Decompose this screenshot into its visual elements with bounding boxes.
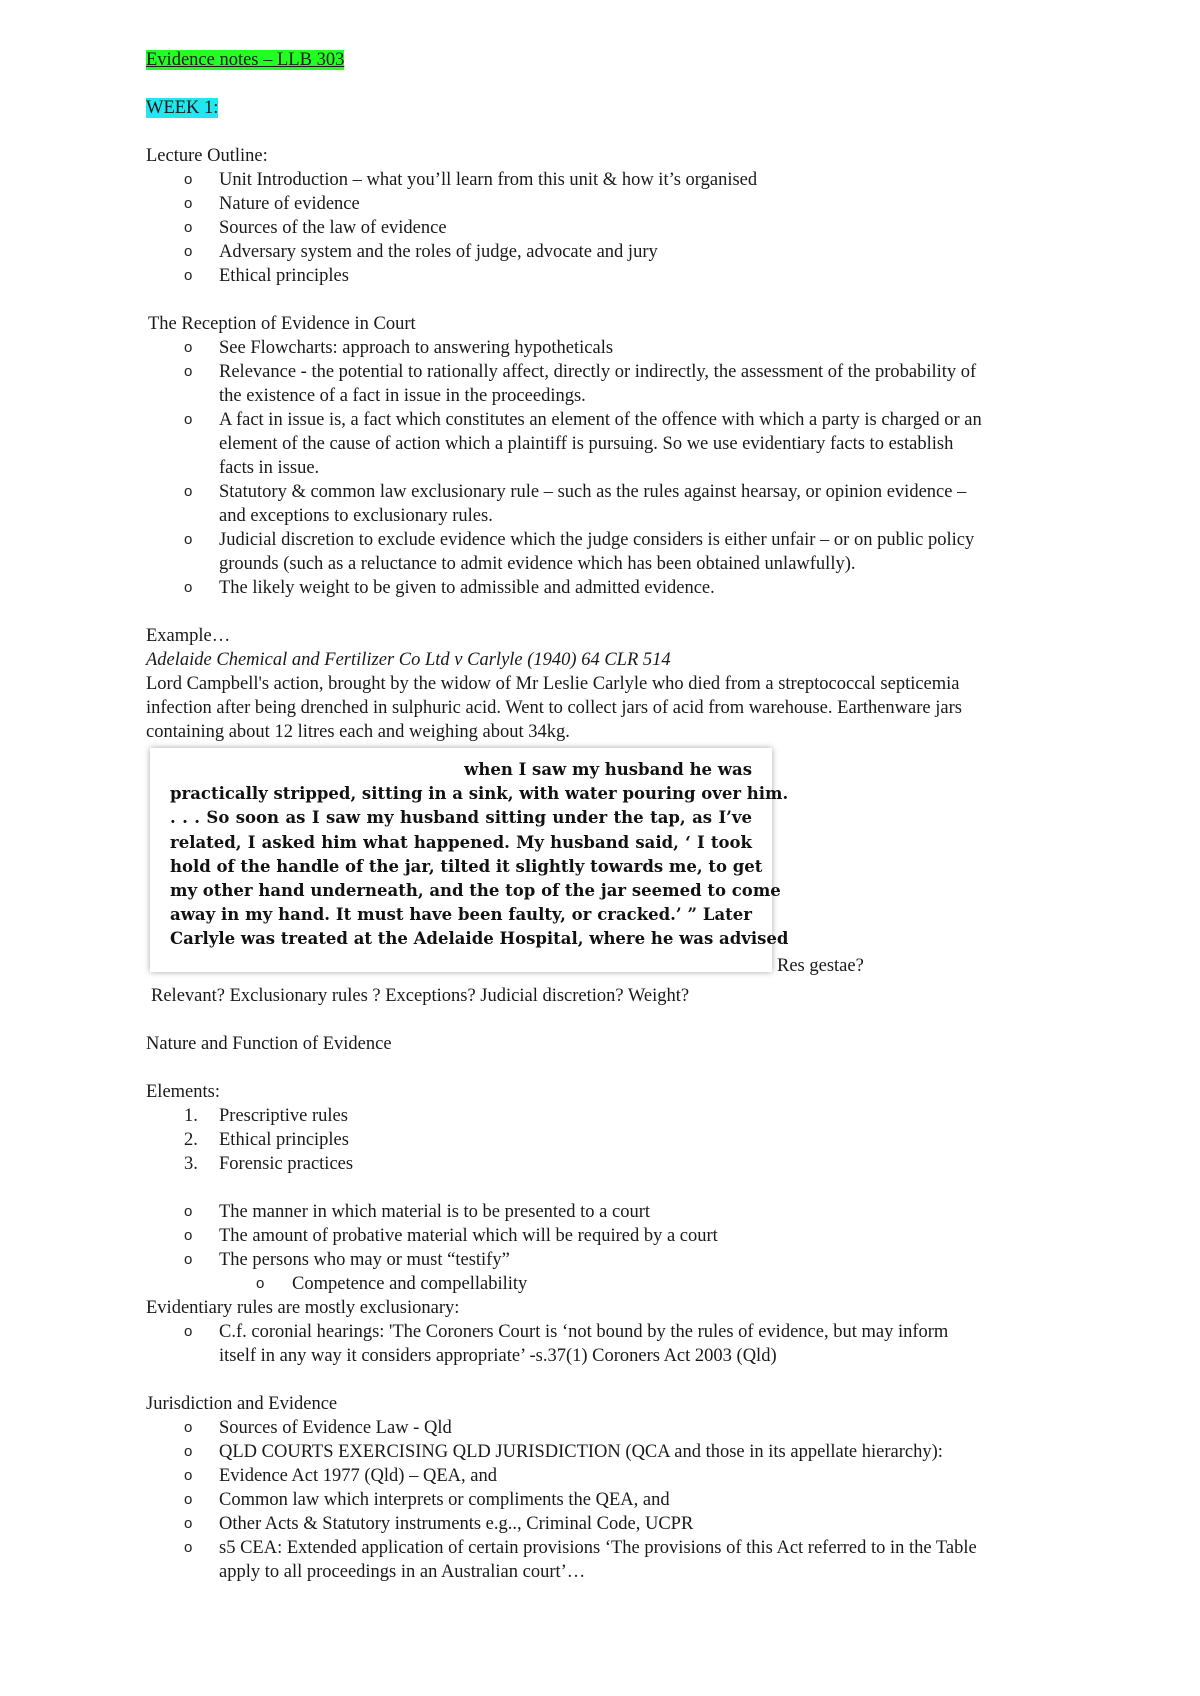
bullet-marker: o (184, 1323, 193, 1340)
bullet-marker: o (184, 363, 193, 380)
list-item: o The persons who may or must “testify” (184, 1250, 510, 1270)
case-excerpt-image: when I saw my husband he was practically stripped, sitting in a sink, with water pouring over him. . . . So soon as I saw my husband sitting under the tap, as I’ve related, I asked him what happened. My husband said, ‘ I took hold of the handle of the jar, tilted it slightly towards me, to get my other hand underneath, and the top of the jar seemed to come away in my hand. It must have been faulty, or cracked.’ ” Later Carlyle was treated at the Adelaide Hospital, where he was advised (150, 748, 772, 972)
nature-list (146, 1200, 1066, 1272)
bullet-marker: o (184, 1443, 193, 1460)
list-item: o Unit Introduction – what you’ll learn from this unit & how it’s organised (184, 170, 758, 190)
week-heading: WEEK 1: (146, 98, 219, 118)
bullet-marker: o (184, 411, 193, 428)
list-item: o Evidence Act 1977 (Qld) – QEA, and (184, 1466, 497, 1486)
res-gestae-note: Res gestae? (777, 956, 864, 976)
bullet-marker: o (184, 1467, 193, 1484)
list-item: 2. Ethical principles (184, 1130, 349, 1150)
bullet-marker: o (184, 267, 193, 284)
example-body-line: Lord Campbell's action, brought by the widow of Mr Leslie Carlyle who died from a streptococcal septicemia (146, 674, 960, 694)
bullet-marker: o (184, 531, 193, 548)
jurisdiction-list (146, 1416, 1066, 1584)
bullet-marker: o (256, 1275, 265, 1292)
bullet-marker: o (184, 1515, 193, 1532)
elements-label: Elements: (146, 1082, 220, 1102)
list-item: o Common law which interprets or compliments the QEA, and (184, 1490, 670, 1510)
document-body (146, 48, 1066, 1584)
list-item: 3. Forensic practices (184, 1154, 354, 1174)
list-item: o s5 CEA: Extended application of certain provisions ‘The provisions of this Act referred to in the Table apply to all proceedings in an Australian court’… (184, 1538, 977, 1582)
list-item: o QLD COURTS EXERCISING QLD JURISDICTION (QCA and those in its appellate hierarchy): (184, 1442, 943, 1462)
bullet-marker: o (184, 1227, 193, 1244)
list-item: o The manner in which material is to be presented to a court (184, 1202, 651, 1222)
nature-heading: Nature and Function of Evidence (146, 1034, 392, 1054)
bullet-marker: o (184, 483, 193, 500)
reception-list (146, 336, 1066, 600)
list-item: o Ethical principles (184, 266, 349, 286)
list-item: o The amount of probative material which will be required by a court (184, 1226, 718, 1246)
list-item: o A fact in issue is, a fact which constitutes an element of the offence with which a party is charged or an element of the cause of action which a plaintiff is pursuing. So we use evidentiary facts to establish facts in issue. (184, 410, 982, 478)
lecture-outline-list (146, 168, 1066, 288)
case-citation: Adelaide Chemical and Fertilizer Co Ltd v Carlyle (1940) 64 CLR 514 (146, 650, 671, 670)
list-item: o The likely weight to be given to admissible and admitted evidence. (184, 578, 715, 598)
excerpt-row (146, 744, 1066, 984)
reception-heading: The Reception of Evidence in Court (148, 314, 416, 334)
lecture-outline-heading: Lecture Outline: (146, 146, 268, 166)
bullet-marker: o (184, 1539, 193, 1556)
bullet-marker: o (184, 171, 193, 188)
bullet-marker: o (184, 219, 193, 236)
bullet-marker: o (184, 1203, 193, 1220)
bullet-marker: o (184, 1419, 193, 1436)
list-item: o Relevance - the potential to rationally affect, directly or indirectly, the assessment of the probability of the existence of a fact in issue in the proceedings. (184, 362, 977, 406)
bullet-marker: o (184, 1251, 193, 1268)
list-item: o Sources of Evidence Law - Qld (184, 1418, 452, 1438)
list-item: o See Flowcharts: approach to answering hypotheticals (184, 338, 614, 358)
bullet-marker: o (184, 243, 193, 260)
bullet-marker: o (184, 1491, 193, 1508)
example-label: Example… (146, 626, 231, 646)
bullet-marker: o (184, 195, 193, 212)
list-item: o Sources of the law of evidence (184, 218, 447, 238)
list-item: o Statutory & common law exclusionary rule – such as the rules against hearsay, or opinion evidence – and exceptions to exclusionary rules. (184, 482, 967, 526)
list-item: o Adversary system and the roles of judge, advocate and jury (184, 242, 658, 262)
coronial-list (146, 1320, 1066, 1368)
example-body-line: infection after being drenched in sulphuric acid. Went to collect jars of acid from warehouse. Earthenware jars (146, 698, 962, 718)
bullet-marker: o (184, 579, 193, 596)
list-item: o Judicial discretion to exclude evidence which the judge considers is either unfair – or on public policy grounds (such as a reluctance to admit evidence which has been obtained unlawfully). (184, 530, 975, 574)
list-item: o Nature of evidence (184, 194, 360, 214)
jurisdiction-heading: Jurisdiction and Evidence (146, 1394, 338, 1414)
document-title: Evidence notes – LLB 303 (146, 50, 345, 70)
elements-list (146, 1104, 1066, 1176)
list-item: o C.f. coronial hearings: 'The Coroners Court is ‘not bound by the rules of evidence, but may inform itself in any way it considers appropriate’ -s.37(1) Coroners Act 2003 (Qld) (184, 1322, 949, 1366)
list-item: o Other Acts & Statutory instruments e.g.., Criminal Code, UCPR (184, 1514, 694, 1534)
example-questions: Relevant? Exclusionary rules ? Exceptions? Judicial discretion? Weight? (151, 986, 690, 1006)
list-item: 1. Prescriptive rules (184, 1106, 348, 1126)
list-item: o Competence and compellability (256, 1274, 528, 1294)
nature-sublist (146, 1272, 1066, 1296)
example-body-line: containing about 12 litres each and weighing about 34kg. (146, 722, 570, 742)
bullet-marker: o (184, 339, 193, 356)
exclusionary-label: Evidentiary rules are mostly exclusionary: (146, 1298, 460, 1318)
